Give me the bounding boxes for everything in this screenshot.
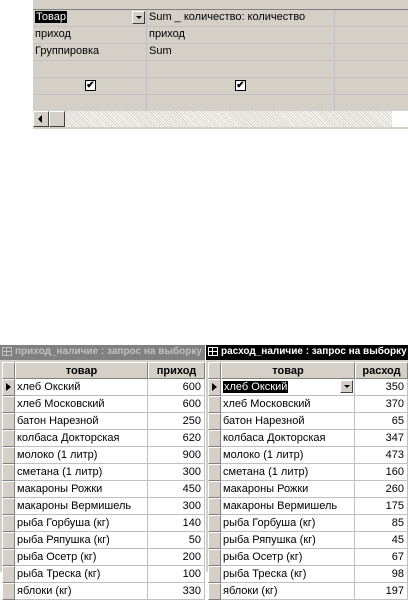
cell-tovar[interactable]: макароны Вермишель	[15, 498, 148, 515]
cell-tovar[interactable]: колбаса Докторская	[15, 430, 148, 447]
table-row[interactable]	[208, 464, 408, 481]
datasheet	[2, 362, 205, 597]
select-all-corner[interactable]	[208, 362, 221, 379]
table-row[interactable]	[2, 532, 205, 549]
cell-value[interactable]: 600	[148, 379, 205, 396]
record-selector[interactable]	[2, 498, 15, 515]
cell-tovar[interactable]: батон Нарезной	[221, 413, 355, 430]
select-all-corner[interactable]	[2, 362, 15, 379]
table-row[interactable]	[2, 566, 205, 583]
record-selector[interactable]	[208, 464, 221, 481]
cell-tovar[interactable]: колбаса Докторская	[221, 430, 355, 447]
table-row[interactable]	[2, 430, 205, 447]
table-row[interactable]	[208, 379, 408, 396]
cell-tovar[interactable]: рыба Осетр (кг)	[221, 549, 355, 566]
table-row[interactable]	[208, 447, 408, 464]
current-record-icon[interactable]	[2, 379, 15, 396]
table-row[interactable]	[2, 515, 205, 532]
criteria-cell-2[interactable]	[147, 95, 335, 111]
cell-tovar[interactable]: рыба Горбуша (кг)	[221, 515, 355, 532]
rashod-query-window	[206, 345, 408, 597]
window-title-bar[interactable]	[0, 345, 205, 360]
show-cell-2	[147, 78, 335, 94]
cell-tovar[interactable]: макароны Рожки	[221, 481, 355, 498]
record-selector[interactable]	[208, 481, 221, 498]
table-row[interactable]	[2, 413, 205, 430]
cell-tovar[interactable]: рыба Ряпушка (кг)	[221, 532, 355, 549]
record-selector[interactable]	[2, 532, 15, 549]
record-selector[interactable]	[2, 396, 15, 413]
table-row[interactable]	[208, 583, 408, 600]
total-row	[33, 44, 408, 61]
record-selector[interactable]	[208, 498, 221, 515]
column-header-rashod[interactable]: расход	[355, 362, 408, 379]
table-row[interactable]	[208, 430, 408, 447]
column-header-tovar[interactable]: товар	[15, 362, 148, 379]
cell-tovar[interactable]: хлеб Окский	[15, 379, 148, 396]
field-cell-3[interactable]	[335, 10, 408, 26]
cell-value[interactable]: 250	[148, 413, 205, 430]
cell-value[interactable]: 300	[148, 464, 205, 481]
scroll-track[interactable]	[49, 111, 392, 127]
record-selector[interactable]	[208, 515, 221, 532]
sort-cell-1[interactable]	[33, 61, 147, 77]
table-row[interactable]	[208, 532, 408, 549]
table-row[interactable]	[208, 396, 408, 413]
cell-tovar[interactable]: рыба Ряпушка (кг)	[15, 532, 148, 549]
scroll-thumb[interactable]	[49, 111, 65, 127]
total-cell-3[interactable]	[335, 44, 408, 60]
chevron-down-icon[interactable]	[340, 380, 353, 393]
total-cell-2[interactable]: Sum	[147, 44, 335, 60]
record-selector[interactable]	[208, 430, 221, 447]
cell-tovar[interactable]: рыба Горбуша (кг)	[15, 515, 148, 532]
table-cell-2[interactable]: приход	[147, 27, 335, 43]
cell-tovar[interactable]: сметана (1 литр)	[15, 464, 148, 481]
cell-value[interactable]: 370	[355, 396, 408, 413]
record-selector[interactable]	[208, 583, 221, 600]
criteria-cell-1[interactable]	[33, 95, 147, 111]
cell-tovar[interactable]: хлеб Московский	[15, 396, 148, 413]
cell-tovar[interactable]: рыба Осетр (кг)	[15, 549, 148, 566]
cell-tovar[interactable]: макароны Рожки	[15, 481, 148, 498]
table-row	[33, 27, 408, 44]
table-row[interactable]	[208, 515, 408, 532]
table-row[interactable]	[208, 549, 408, 566]
record-selector[interactable]	[2, 515, 15, 532]
cell-value[interactable]: 175	[355, 498, 408, 515]
cell-value[interactable]: 65	[355, 413, 408, 430]
cell-value[interactable]: 473	[355, 447, 408, 464]
query-design-grid	[33, 0, 408, 129]
show-row	[33, 78, 408, 95]
cell-value[interactable]: 85	[355, 515, 408, 532]
tovar-combo-value[interactable]: хлеб Окский	[224, 381, 288, 393]
field-row	[33, 10, 408, 27]
record-selector[interactable]	[2, 413, 15, 430]
horizontal-scrollbar[interactable]	[33, 111, 408, 127]
column-header-prihod[interactable]: приход	[148, 362, 205, 379]
table-row[interactable]	[208, 566, 408, 583]
record-selector[interactable]	[2, 430, 15, 447]
record-selector[interactable]	[2, 583, 15, 600]
field-cell-2[interactable]: Sum _ количество: количество	[147, 10, 335, 26]
cell-tovar[interactable]: хлеб Московский	[221, 396, 355, 413]
table-row[interactable]	[208, 481, 408, 498]
show-checkbox-1[interactable]: ✔	[86, 80, 95, 91]
window-title: расход_наличие : запрос на выборку	[221, 346, 407, 357]
table-row[interactable]	[2, 583, 205, 600]
record-selector[interactable]	[2, 549, 15, 566]
prihod-query-window	[0, 345, 205, 597]
cell-value[interactable]: 67	[355, 549, 408, 566]
record-selector[interactable]	[208, 532, 221, 549]
table-row[interactable]	[208, 413, 408, 430]
record-selector[interactable]	[208, 447, 221, 464]
show-cell-1	[33, 78, 147, 94]
datasheet-icon	[2, 347, 12, 356]
show-checkbox-2[interactable]: ✔	[236, 80, 245, 91]
cell-tovar[interactable]: яблоки (кг)	[221, 583, 355, 600]
table-row[interactable]	[2, 481, 205, 498]
scroll-left-icon[interactable]	[33, 111, 49, 127]
table-cell-3[interactable]	[335, 27, 408, 43]
cell-tovar[interactable]: макароны Вермишель	[221, 498, 355, 515]
field-cell-1[interactable]	[33, 10, 147, 26]
record-selector[interactable]	[208, 566, 221, 583]
cell-value[interactable]: 197	[355, 583, 408, 600]
column-header-row	[208, 362, 408, 379]
criteria-row	[33, 95, 408, 112]
cell-value[interactable]: 350	[355, 379, 408, 396]
cell-tovar[interactable]: яблоки (кг)	[15, 583, 148, 600]
column-header-tovar[interactable]: товар	[221, 362, 355, 379]
table-cell-1[interactable]: приход	[33, 27, 147, 43]
cell-tovar[interactable]: молоко (1 литр)	[15, 447, 148, 464]
table-row[interactable]	[2, 447, 205, 464]
current-record-icon[interactable]	[208, 379, 221, 396]
window-title: приход_наличие : запрос на выборку	[15, 346, 202, 357]
record-selector[interactable]	[2, 566, 15, 583]
record-selector[interactable]	[208, 413, 221, 430]
cell-value[interactable]: 330	[148, 583, 205, 600]
cell-value[interactable]: 347	[355, 430, 408, 447]
datasheet	[208, 362, 408, 597]
cell-tovar[interactable]: молоко (1 литр)	[221, 447, 355, 464]
cell-tovar[interactable]: рыба Треска (кг)	[221, 566, 355, 583]
cell-value[interactable]: 100	[148, 566, 205, 583]
cell-value[interactable]: 50	[148, 532, 205, 549]
cell-tovar[interactable]: сметана (1 литр)	[221, 464, 355, 481]
chevron-down-icon[interactable]	[132, 11, 145, 24]
column-header-row	[2, 362, 205, 379]
record-selector[interactable]	[2, 464, 15, 481]
cell-value[interactable]: 260	[355, 481, 408, 498]
total-cell-1[interactable]: Группировка	[33, 44, 147, 60]
table-row[interactable]	[2, 498, 205, 515]
record-selector[interactable]	[2, 447, 15, 464]
sort-cell-2[interactable]	[147, 61, 335, 77]
record-selector[interactable]	[208, 549, 221, 566]
cell-tovar[interactable]: батон Нарезной	[15, 413, 148, 430]
cell-value[interactable]: 600	[148, 396, 205, 413]
table-row[interactable]	[208, 498, 408, 515]
field-name-selected[interactable]: Товар	[36, 11, 66, 23]
table-row[interactable]	[2, 464, 205, 481]
datasheet-icon	[208, 347, 218, 356]
sort-cell-3[interactable]	[335, 61, 408, 77]
cell-tovar[interactable]: рыба Треска (кг)	[15, 566, 148, 583]
cell-value[interactable]: 300	[148, 498, 205, 515]
cell-value[interactable]: 900	[148, 447, 205, 464]
criteria-cell-3[interactable]	[335, 95, 408, 111]
sort-row	[33, 61, 408, 78]
grid-top-border	[33, 0, 408, 10]
table-row[interactable]	[2, 549, 205, 566]
cell-value[interactable]: 98	[355, 566, 408, 583]
window-title-bar[interactable]	[206, 345, 408, 360]
show-cell-3[interactable]	[335, 78, 408, 94]
record-selector[interactable]	[2, 481, 15, 498]
cell-value[interactable]: 450	[148, 481, 205, 498]
record-selector[interactable]	[208, 396, 221, 413]
cell-value[interactable]: 620	[148, 430, 205, 447]
cell-value[interactable]: 140	[148, 515, 205, 532]
cell-value[interactable]: 45	[355, 532, 408, 549]
cell-value[interactable]: 200	[148, 549, 205, 566]
cell-tovar[interactable]	[221, 379, 355, 396]
table-row[interactable]	[2, 396, 205, 413]
cell-value[interactable]: 160	[355, 464, 408, 481]
table-row[interactable]	[2, 379, 205, 396]
